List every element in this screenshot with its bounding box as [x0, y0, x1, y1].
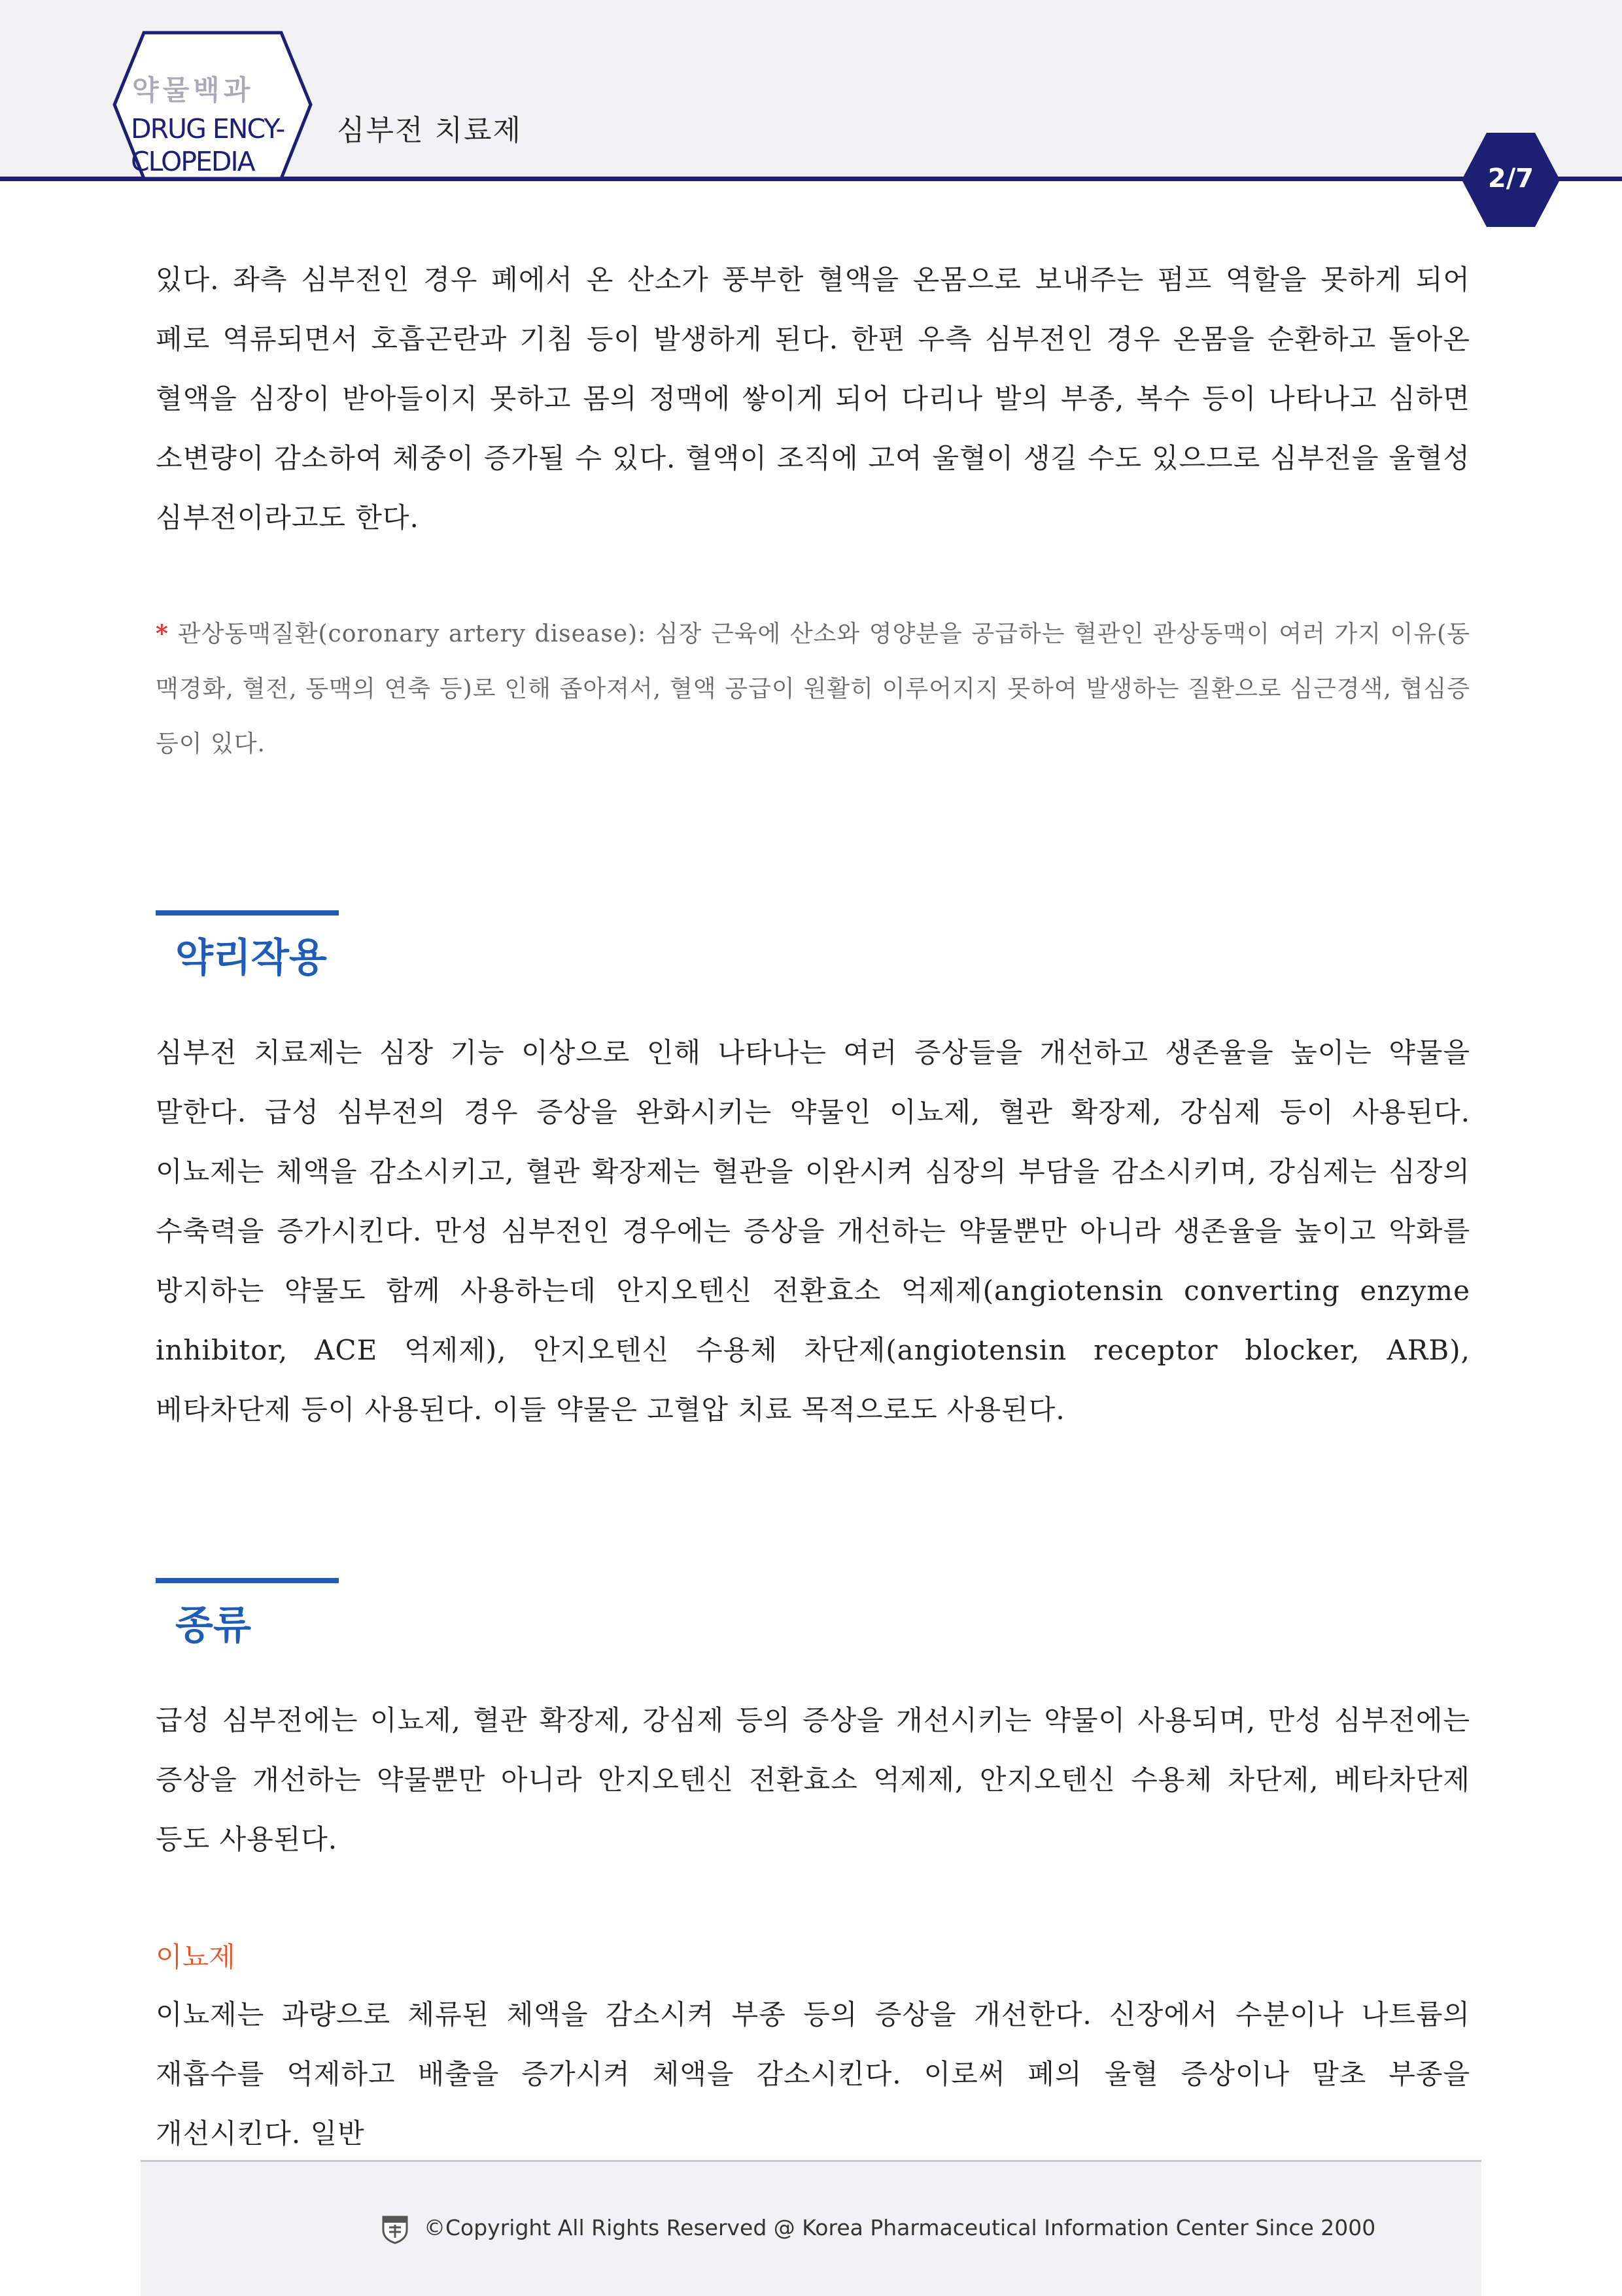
section-heading-bar: [156, 910, 339, 916]
section-title: 약리작용: [175, 935, 327, 981]
footnote-marker: *: [156, 620, 169, 647]
logo-korean-text: 약물백과: [132, 74, 254, 106]
section-types: [156, 1578, 1470, 2163]
section-paragraph: 심부전 치료제는 심장 기능 이상으로 인해 나타나는 여러 증상들을 개선하고 생존율을 높이는 약물을 말한다. 급성 심부전의 경우 증상을 완화시키는 약물인 이뇨제, 혈관 확장제, 강심제 등이 사용된다. 이뇨제는 체액을 감소시키고, 혈관 확장제는 혈관을 이완시켜 심장의 부담을 감소시키며, 강심제는 심장의 수축력을 증가시킨다. 만성 심부전인 경우에는 증상을 개선하는 약물뿐만 아니라 생존율을 높이고 악화를 방지하는 약물도 함께 사용하는데 안지오텐신 전환효소 억제제(angiotensin converting enzyme inhibitor, ACE 억제제), 안지오텐신 수용체 차단제(angiotensin receptor blocker, ARB), 베타차단제 등이 사용된다. 이들 약물은 고혈압 치료 목적으로도 사용된다.: [156, 1037, 1470, 1426]
intro-paragraph: 있다. 좌측 심부전인 경우 폐에서 온 산소가 풍부한 혈액을 온몸으로 보내주는 펌프 역할을 못하게 되어 폐로 역류되면서 호흡곤란과 기침 등이 발생하게 된다. 한편 우측 심부전인 경우 온몸을 순환하고 돌아온 혈액을 심장이 받아들이지 못하고 몸의 정맥에 쌓이게 되어 다리나 발의 부종, 복수 등이 나타나고 심하면 소변량이 감소하여 체중이 증가될 수 있다. 혈액이 조직에 고여 울혈이 생길 수도 있으므로 심부전을 울혈성 심부전이라고도 한다.: [156, 264, 1470, 534]
shield-emblem-icon: [381, 2214, 409, 2244]
logo-english-text: [131, 112, 301, 178]
section-pharmacology: [156, 910, 1470, 1439]
subsection-title: 이뇨제: [156, 1941, 235, 1973]
logo-english-line2: CLOPEDIA: [131, 146, 254, 177]
section-title: 종류: [175, 1603, 251, 1649]
section-heading-bar: [156, 1578, 339, 1583]
footnote-text: 관상동맥질환(coronary artery disease): 심장 근육에 산소와 영양분을 공급하는 혈관인 관상동맥이 여러 가지 이유(동맥경화, 혈전, 동맥의 연축 등)로 인해 좁아져서, 혈액 공급이 원활히 이루어지지 못하여 발생하는 질환으로 심근경색, 협심증 등이 있다.: [156, 621, 1470, 757]
document-body: [156, 250, 1470, 2163]
copyright-text: ©Copyright All Rights Reserved @ Korea Pharmaceutical Information Center Since 2000: [424, 2215, 1376, 2240]
footnote: [156, 606, 1470, 772]
document-title: 심부전 치료제: [337, 114, 523, 147]
page-number: 2/7: [1487, 163, 1534, 194]
subsection-paragraph: 이뇨제는 과량으로 체류된 체액을 감소시켜 부종 등의 증상을 개선한다. 신장에서 수분이나 나트륨의 재흡수를 억제하고 배출을 증가시켜 체액을 감소시킨다. 이로써 폐의 울혈 증상이나 말초 부종을 개선시킨다. 일반: [156, 1998, 1470, 2150]
section-paragraph: 급성 심부전에는 이뇨제, 혈관 확장제, 강심제 등의 증상을 개선시키는 약물이 사용되며, 만성 심부전에는 증상을 개선하는 약물뿐만 아니라 안지오텐신 전환효소 억제제, 안지오텐신 수용체 차단제, 베타차단제 등도 사용된다.: [156, 1704, 1470, 1855]
logo-english-line1: DRUG ENCY-: [131, 113, 285, 145]
